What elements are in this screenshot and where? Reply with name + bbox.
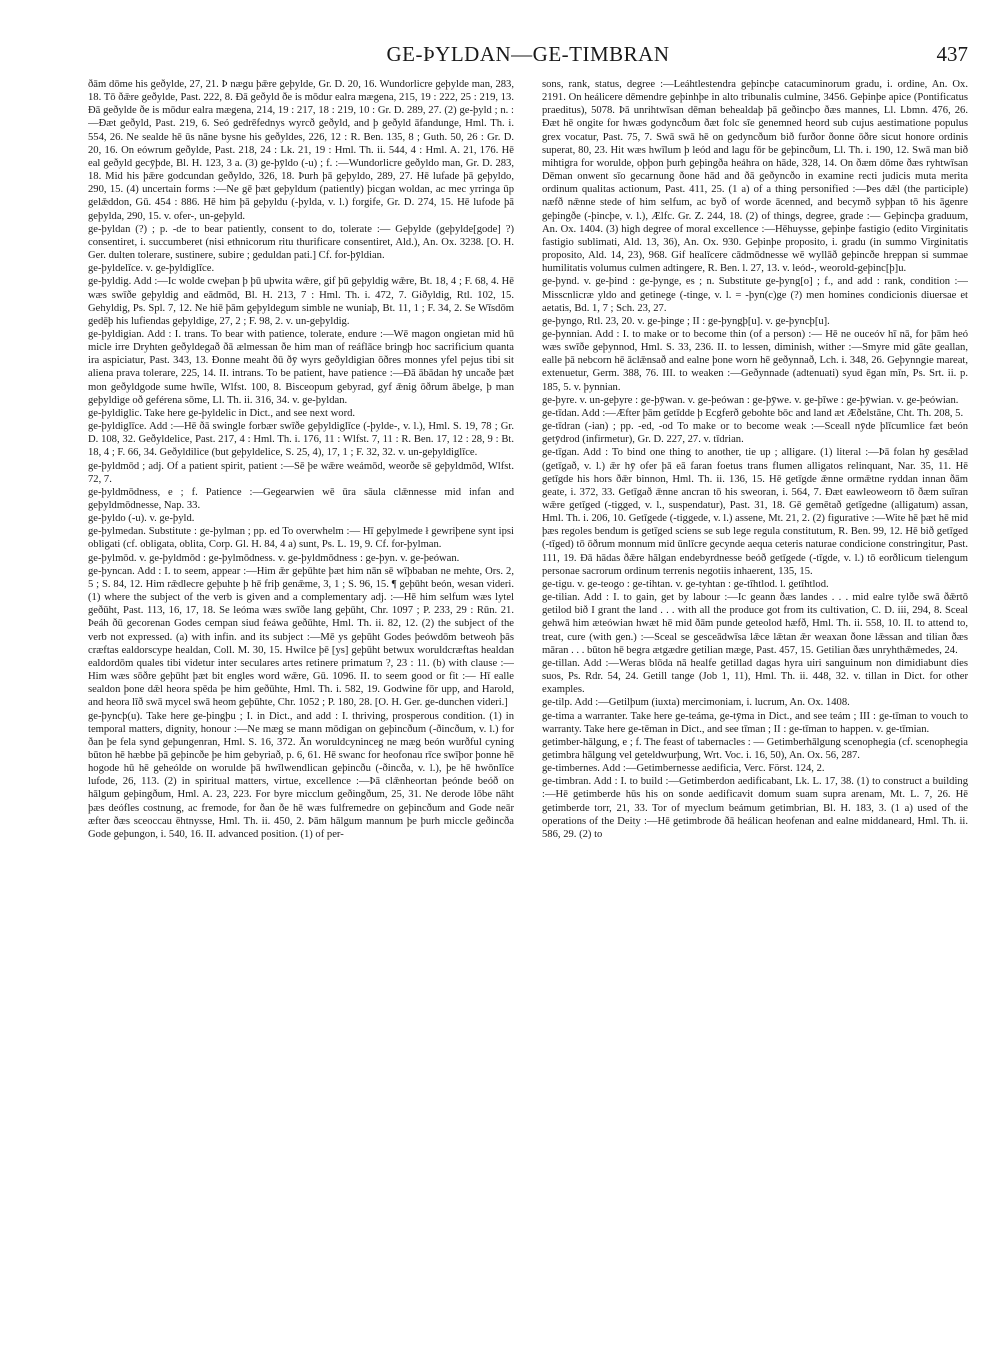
entry: ge-þyldiglic. Take here ge-þyldelic in Dict., and see next word.	[88, 407, 356, 419]
entry: ge-þyncan. Add : I. to seem, appear :—Him ǣr geþūhte þæt him nān sē wīþbaban ne mehte, Ors. 2, 5 ; S. 84, 12. Him rǣdlecre geþuhte þ hē friþ genǣme, 3, 1 ; S. 96, 15. ¶ geþūht beón, wesan videri. (1) where the subject of the verb is given and a complementary adj. :—Hē him selfum wæs lytel geðūht, Past. 113, 16, 17, 18. Se leóma wæs swīðe lang geþūht, Chr. 1097 ; P. 233, 29 : Rūn. 21. Þeáh ðū gecorenan Godes cempan siud feáwa geðūhte, Hml. Th. ii. 82, 12. (2) the subject of the verb not expressed. (a) with infin. and its subject :—Mē ys geþūht Godes þeówdōm betweoh þās cræftas ealdorscype healdan, Coll. M. 30, 15. Hwilce þē [ys] geþūht betwux woruldcræftas healdan ealdordōm quales tibi videtur inter seculares artes retinere primatum ?, 23 : 11. (b) with clause :—Him wæs sōðre geþūht þæt bit engles word wǣre, Gū. 1096. II. to seem good or fit :— Hī ealle sealdon þone dǣl heora spēda þe him geðūhte, Hml. Th. i. 582, 19. Godwine fōr upp, and Harold, and heora līð swā mycel swā heom geþūhte, Chr. 1052 ; P. 180, 28. [O. H. Ger. ge-dunchen videri.]	[88, 565, 514, 709]
entry: sons, rank, status, degree :—Leáhtlestendra geþincþe catacuminorum gradu, i. ordine, An. Ox. 2191. On heálicere dēmendre geþinhþe in alto tribunalis culmine, 3456. Geþinþe apice (Pontificatus praeditus), 5078. Þā unrihtwīsan dēman behealdaþ þā geðincþo ðæs mannes, Ll. Lbmn. 476, 26. Ðæt hē ongite for hwæs godyncðum ðæt folc sīe genemned heord sub cujus aestimatione populus grex vocatur, Past. 75, 7. Swā swā hē on gedyncðum bið furðor ðonne ōðre sicut honore ordinis superat, 80, 23. Hit wæs hwīlum þ leód and lagu fōr be geþincðum, Ll. Th. i. 190, 12. Swā man bið mihtigra for worulde, oþþon þurh geþingða heáhra on hāde, 328, 14. On ðæm dōme ðæs ryhtwīsan Dēman onwent sīo gecarnung ðone hād and ðā geðyncðo in examine recti judicis muta merita ordinum qualitas actionum, Past. 411, 25. (1 a) of a thing personified :—Þes dǣl (the participle) næfð nǣnne stede of him selfum, ac byð of worde ācenned, and becymð syþþan tō his āgenre geþingðe (-þincþe, v. l.), Ælfc. Gr. Z. 244, 18. (2) of things, degree, grade :— Geþincþa graduum, An. Ox. 1404. (3) high degree of moral excellence :—Hēhuysse, geþinþe fastigio (edito Virginitatis fastigio sublimati, Ald. 13, 36), An. Ox. 930. Geþinþe proposito, i. gradu (in summo Virginitatis proposito, Ald. 14, 23), 968. Gif healīcere cādmōdnesse wē wyllāð geþincðe hreppan si summae humilitatis volumus culmen adtingere, R. Ben. l. 27, 13. v. leód-, weorold-geþinc[þ]u.	[542, 79, 968, 275]
entry: ge-þyldigian. Add : I. trans. To bear with patience, tolerate, endure :—Wē magon ongietan mid hū micle irre Dryhten geðyldegað ðā ælmessan ðe him man of reáflāce bringþ hoc sacrificium quanta ira aspiciatur, Past. 343, 13. Ðonne meaht ðū ðȳ wyrs geðyldigian ōðres monnes yfel pejus tibi sit aliena prava tolerare, 225, 14. II. intrans. To be patient, have patience :—Ðā ābādan hȳ uncaðe þæt mon geðyldgode sume hwīle, Wlfst. 100, 8. Bisceopum gebyrad, gyf ǣnig ōðrum ābelge, þ man geþyldige oð geférena sōme, Ll. Th. ii. 316, 34. v. ge-þyldan.	[88, 328, 514, 406]
entry: ge-þyldmōdness, e ; f. Patience :—Gegearwien wē ūra sāula clǣnnesse mid infan and geþyldmōdnesse, Nap. 33.	[88, 486, 514, 511]
entry: ge-tilp. Add :—Getilþum (iuxta) mercimoniam, i. lucrum, An. Ox. 1408.	[542, 697, 850, 709]
page-number: 437	[936, 42, 968, 66]
entry: ge-þynnian. Add : I. to make or to become thin (of a person) :— Hē ne ouceóv hī nā, for þām heó wæs swīðe geþynnod, Hml. S. 33, 236. II. to lessen, diminish, wither :—Smyre mid gāte geallan, ealle þā nebcorn hē āclǣnsað and ealne þone worn hē geðynnað, Lch. i. 348, 26. Geþynngie mareat, extenuetur, Germ. 388, 76. III. to weaken :—Geðynnade (adtenuati) syud ēgan mīn, Ps. Srt. ii. p. 185, 5. v. þynnian.	[542, 328, 968, 393]
entry: ge-tīdran (-ian) ; pp. -ed, -od To make or to become weak :—Sceall nȳde þlīcumlice fæt beón getȳdrod (infirmetur), Gr. D. 227, 27. v. tīdrian.	[542, 421, 968, 446]
entry: ge-tilian. Add : I. to gain, get by labour :—Ic geann ðæs landes . . . mid ealre tylðe swā ðǣrtō getilod bið I grant the land . . . with all the produce got from its cultivation, C. D. iii, 294, 8. Sceal gehwā him æteówian hwæt hē mid ðām punde geteolod hæfð, Hml. Th. ii. 558, 10. II. to attend to, treat, cure (with gen.) :—Sceal se gesceādwīsa lǣce lǣtan ǣr weaxan ðone lǣssan and tilian ðæs māran . . . būton hē begra ætgædre getilian mæge, Past. 457, 15. Getilian ðæs unryhthǣmedes, 24.	[542, 592, 968, 656]
entry: ðām dōme his geðylde, 27, 21. Þ nægu þǣre geþylde, Gr. D. 20, 16. Wundorlicre geþylde man, 283, 18. Tō ðǣre geðylde, Past. 222, 8. Ðā geðyld ðe is mōdur ealra mægena, 215, 19 : 222, 25 : 219, 13. Ðā geðylde ðe is mōdur ealra mægena, 214, 19 : 217, 18 : 219, 10 : Gr. D. 289, 27. (2) ge-þyld ; n. :—Ðæt geðyld, Past. 219, 6. Seó gedrēfednys wyrcð geðyld, and þ geðyld āfandunge, Hml. Th. i. 554, 26. Ne sealde hē ūs nāne bysne his geðyldes, 226, 12 : R. Ben. 135, 8 ; Guth. 50, 26 : Gr. D. 20, 16. On eówrum geðylde, Past. 218, 24 : Lk. 21, 19 : Hml. Th. ii. 544, 4 : Hml. A. 21, 176. Hē eal geðyld gecȳþde, Bl. H. 123, 3 a. (3) ge-þȳldo (-u) ; f. :—Wundorlicre geðyldo man, Gr. D. 283, 18. Mid his þǣre godcundan geðyldo, 326, 18. Þurh þā geþyldo, 289, 27. Hē lufade þā geþyldo, 290, 15. (4) uncertain forms :—Ne gē þæt geþyldum (patiently) þicgan woldan, ac mec yrringa ūp gelǣddon, Gū. 454 : 886. Hē him þā geþyldu (-þylda, v. l.) forgife, Gr. D. 274, 15. Hē lufode þā geþylda, 290, 15. v. ofer-, un-geþyld.	[88, 79, 514, 222]
entry: ge-þynd. v. ge-þind : ge-þynge, es ; n. Substitute ge-þyng[o] ; f., and add : rank, condition :—Misscnlicræ yldo and getinege (-tinge, v. l. = -þyn(c)ge (?) men homines condicionis diuersae et aetatis, Bd. 1, 7 ; Sch. 23, 27.	[542, 276, 968, 314]
entry: ge-tīgan. Add : To bind one thing to another, tie up ; alligare. (1) literal :—Þā folan hȳ gesǣlad (getīgað, v. l.) ǣr hȳ ofer þā eā faran foetus trans flumen alligatos relinquant, Nar. 35, 11. Hē getīgde his hors ðǣr binnon, Hml. Th. ii. 136, 15. Hē getīgde ǣnne ormǣtne ryddan innan ðām geate, i. 372, 33. Getīgað ǣnne ancran tō his sweoran, i. 564, 7. Ðæt eawleoweorn tō ðæm suīran wǣre getīged (-tigged, v. l., suspendatur), Past. 31, 18. Gē gemētað getīgedne (alligatum) assan, Hml. Th. i. 206, 10. Getīgede (-tiggede, v. l.) assene, Mt. 21, 2. (2) figurative :—Wite hē þæt hē mid þæs regoles bendum is getīged sciens se sub lege regula constitutum, R. Ben. 99, 12. Hē bið getīged (-tīged) tō ōðrum monnum mid ūnlīcre gecynde aequa ceteris naturae condicione constringitur, Past. 111, 19. Ðā hādas ðǣre hālgan endebyrdnesse beóð getīgede (-tīgde, v. l.) tō eorðlicum tielengum personae sacrorum ordinum terrenis negotiis inhaerent, 135, 15.	[542, 447, 968, 577]
left-column	[88, 78, 514, 1340]
entry: ge-þyre. v. un-geþyre : ge-þȳwan. v. ge-þeówan : ge-þȳwe. v. ge-þīwe : ge-þȳwian. v. ge-þeówian.	[542, 394, 959, 406]
entry: ge-þyncþ(u). Take here ge-þingþu ; I. in Dict., and add : I. thriving, prosperous condition. (1) in temporal matters, dignity, honour :—Ne mæg se mann mōdigan on geþincðum (-ðincðum, v. l.) for ðan þe fela synd geþungenran, Hml. S. 16, 372. Ān woruldcyninceg ne mæg beón wurðful cyning būton hē hæbbe þā geþincðe þe him gebyriað, p. 6, 61. Hē swanc for heofonau rīce swīþor þonne hē hogode hū hē geheólde on worulde þā hwīlwendlican geþincðu (-ðincða, v. l.), þe hē hwōnlīce lufode, 26, 113. (2) in spiritual matters, virtue, excellence :—Þā clǣnheortan þeónde beóð on hālgum geþingðum, Hml. A. 23, 223. For byre micclum geðingðum, 25, 31. Ne derode lōbe nāht þæs deófles costnung, ac fremode, for ðan ðe hē wæs fulfremedre on geþincðum and Gode neār æfter ðæs sceoccau ēhtnysse, Hml. Th. ii. 450, 2. Þām hālgum mannum þe þurh miccle geðincða Gode geþungon, i. 540, 16. II. advanced position. (1) of per-	[88, 710, 514, 840]
entry: ge-þyldelīce. v. ge-þyldiglīce.	[88, 263, 215, 275]
entry: ge-þyldig. Add :—Ic wolde cweþan þ þū uþwita wǣre, gif þū geþyldig wǣre, Bt. 18, 4 ; F. 68, 4. Hē wæs swīðe geþyldig and eādmōd, Bl. H. 213, 7 : Hml. Th. i. 472, 7. Giðyldig, Rtl. 102, 15. Gehyldig, Ps. Spl. 7, 12. Ne hiē þām geþyldegum simble ne wuniaþ, Bt. 11, 1 ; F. 34, 2. Se Wīsdōm gedēþ his lufiendas geþyldige, 27, 2 ; F. 98, 2. v. un-geþyldig.	[88, 276, 514, 327]
entry: ge-þylmōd. v. ge-þyldmōd : ge-þylmōdness. v. ge-þyldmōdness : ge-þyn. v. ge-þeówan.	[88, 552, 460, 564]
entry: getimber-hālgung, e ; f. The feast of tabernacles : — Getimberhālgung scenophegia (cf. scenophegia getimbra hālgung vel geteldwurþung, Wrt. Voc. i. 16, 50), An. Ox. 56, 287.	[542, 736, 968, 761]
page-header	[88, 42, 968, 72]
entry: ge-þyldan (?) ; p. -de to bear patiently, consent to do, tolerate :— Geþylde (geþylde[gode] ?) consentiret, i. succumberet (nisi ethnicorum ritu thurificare consentiret, Ald.), An. Ox. 3238. [O. H. Ger. dulten tolerare, sustinere, subire ; geduldan pati.] Cf. for-þȳldian.	[88, 223, 514, 262]
entry: ge-þyngo, Rtl. 23, 20. v. ge-þinge ; II : ge-þyngþ[u]. v. ge-þyncþ[u].	[542, 315, 830, 327]
running-title: GE-ÞYLDAN—GE-TIMBRAN	[386, 42, 670, 66]
entry: ge-þyldo (-u). v. ge-þyld.	[88, 513, 195, 525]
entry: ge-tīdan. Add :—Æfter þām getīdde þ Ecgferð gebohte bōc and land æt Æðelstāne, Cht. Th. 208, 5.	[542, 407, 964, 419]
entry: ge-tigu. v. ge-teogo : ge-tihtan. v. ge-tyhtan : ge-tīhtlod. l. getīhtlod.	[542, 578, 829, 590]
text-columns	[88, 78, 968, 1340]
entry: ge-timbran. Add : I. to build :—Getimberdon aedificabant, Lk. L. 17, 38. (1) to construct a building :—Hē getimberde hūs his on sonde aedificavit domum suam supra arenam, Mt. L. 7, 26. Hē getimberde torr, 21, 33. Tor of myeclum beámum getimbrian, Bl. H. 183, 3. (1 a) used of the operations of the Deity :—Hē getimbrode ðā heálican heofenan and ealne middaneard, Hml. Th. ii. 586, 29. (2) to	[542, 776, 968, 840]
entry: ge-tillan. Add :—Weras blōda nā healfe getillad dagas hyra uiri sanguinum non dimidiabunt dies suos, Ps. Rdr. 54, 24. Getill tange (Job 1, 11), Hml. Th. ii. 448, 32. v. tillan in Dict. for other examples.	[542, 657, 968, 696]
entry: ge-þyldiglīce. Add :—Hē ðā swingle forbær swīðe geþyldiglīce (-þylde-, v. l.), Hml. S. 19, 78 ; Gr. D. 108, 32. Geðyldelice, Past. 217, 4 : Hml. Th. i. 176, 11 : Wlfst. 7, 11 : R. Ben. 17, 12 : 28, 9 : Bt. 18, 4 ; F. 66, 34. Geðyldilice (but geþyldelice, S. 25, 4), 17, 1 ; F. 32, 32. v. un-geþyldiglīce.	[88, 421, 514, 459]
entry: ge-þyldmōd ; adj. Of a patient spirit, patient :—Sē þe wǣre weámōd, weorðe sē geþyldmōd, Wlfst. 72, 7.	[88, 460, 514, 485]
entry: ge-tima a warranter. Take here ge-teáma, ge-tȳma in Dict., and see teám ; III : ge-tīman to vouch to warranty. Take here ge-tēman in Dict., and see tīman ; II : ge-tīman to happen. v. ge-tīmian.	[542, 710, 968, 735]
entry: ge-timbernes. Add :—Getimbernesse aedificia, Verc. Först. 124, 2.	[542, 763, 825, 775]
entry: ge-þylmedan. Substitute : ge-þylman ; pp. ed To overwhelm :— Hī geþylmede ł gewriþene synt ipsi obligati (cf. obligata, oblita, Corp. Gl. H. 84, 4 a) sunt, Ps. L. 19, 9. Cf. for-þylman.	[88, 526, 514, 551]
right-column	[542, 78, 968, 1340]
